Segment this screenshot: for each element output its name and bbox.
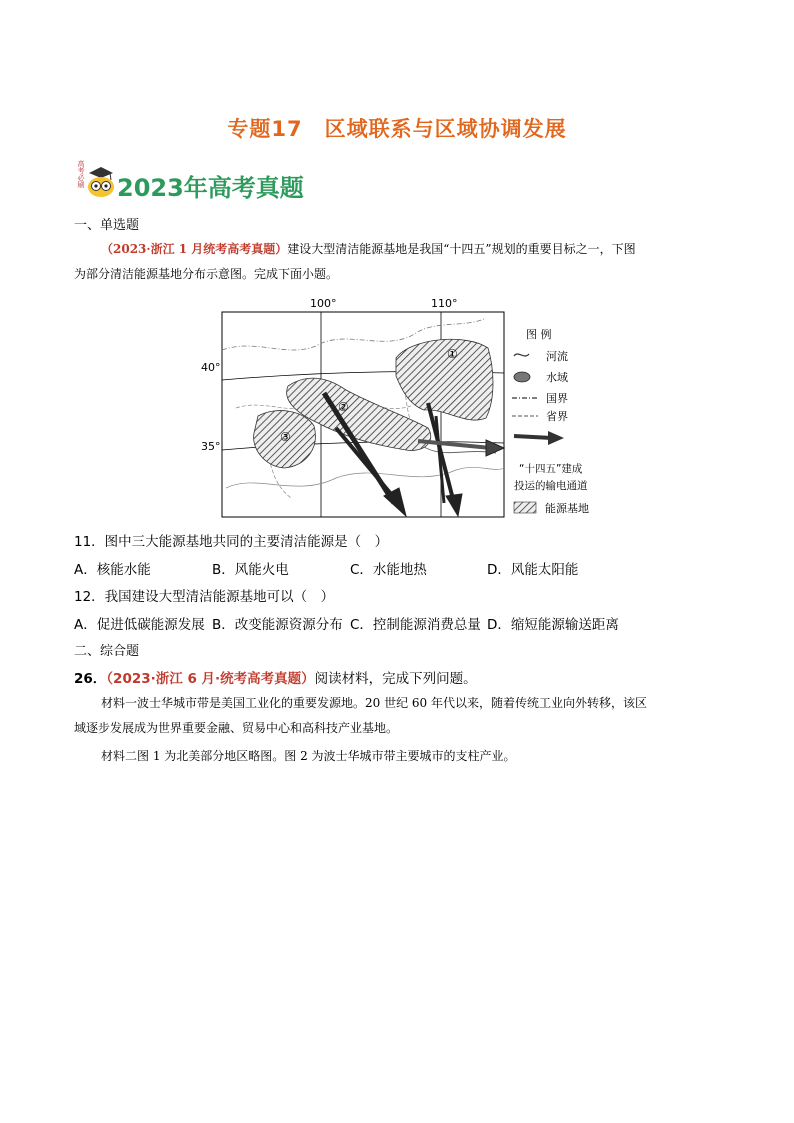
q11-option-c[interactable]: C．水能地热 [350,562,427,578]
q11-option-d[interactable]: D．风能太阳能 [487,562,579,578]
energy-base-label-1: ① [447,347,458,361]
lon-label-100: 100° [310,298,337,310]
energy-base-label-2: ② [338,400,349,414]
material-2: 材料二图 1 为北美部分地区略图。图 2 为波士华城市带主要城市的支柱产业。 [101,749,516,763]
lat-label-40: 40° [201,361,221,374]
q12-option-b[interactable]: B．改变能源资源分布 [212,617,343,633]
material-1-line2: 域逐步发展成为世界重要金融、贸易中心和高科技产业基地。 [74,721,399,735]
question-12-stem: 12．我国建设大型清洁能源基地可以（ ） [74,589,335,605]
legend-river: 河流 [546,350,568,363]
question-26-stem [74,667,477,687]
q11-option-b[interactable]: B．风能火电 [212,562,289,578]
page-title: 专题17 区域联系与区域协调发展 [227,117,567,141]
material-1-line1: 材料一波士华城市带是美国工业化的重要发源地。20 世纪 60 年代以来，随着传统工业向外转移，该区 [101,696,647,710]
owl-mascot-icon [86,166,116,198]
q12-option-c[interactable]: C．控制能源消费总量 [350,617,481,633]
badge-side-label: 高考必刷 [77,160,85,188]
legend-water: 水域 [546,371,568,384]
lon-label-110: 110° [431,298,458,310]
source-tag: （2023·浙江 1 月统考高考真题） [101,242,288,256]
passage-intro [101,237,726,262]
legend-title: 图 例 [526,328,552,341]
legend-channel-line1: “十四五”建成 [519,463,583,475]
passage-line2: 为部分清洁能源基地分布示意图。完成下面小题。 [74,267,339,281]
section-heading-single-choice: 一、单选题 [74,218,140,233]
passage-line1: 建设大型清洁能源基地是我国“十四五”规划的重要目标之一，下图 [287,242,636,256]
section-badge: 2023年高考真题 [117,174,304,202]
legend-base: 能源基地 [545,502,589,515]
question-26-number: 26． [74,671,107,687]
energy-base-map [196,298,616,520]
legend-channel-line2: 投运的输电通道 [514,480,588,492]
energy-base-label-3: ③ [280,430,291,444]
q12-option-a[interactable]: A．促进低碳能源发展 [74,617,205,633]
q11-option-a[interactable]: A．核能水能 [74,562,151,578]
question-11-stem: 11．图中三大能源基地共同的主要清洁能源是（ ） [74,534,389,550]
legend-province-border: 省界 [546,410,568,423]
question-26-source: （2023·浙江 6 月·统考高考真题） [106,671,315,687]
lat-label-35: 35° [201,440,221,453]
legend-national-border: 国界 [546,392,568,405]
question-26-instruction: 阅读材料，完成下列问题。 [314,671,477,687]
section-heading-comprehensive: 二、综合题 [74,644,140,659]
q12-option-d[interactable]: D．缩短能源输送距离 [487,617,619,633]
